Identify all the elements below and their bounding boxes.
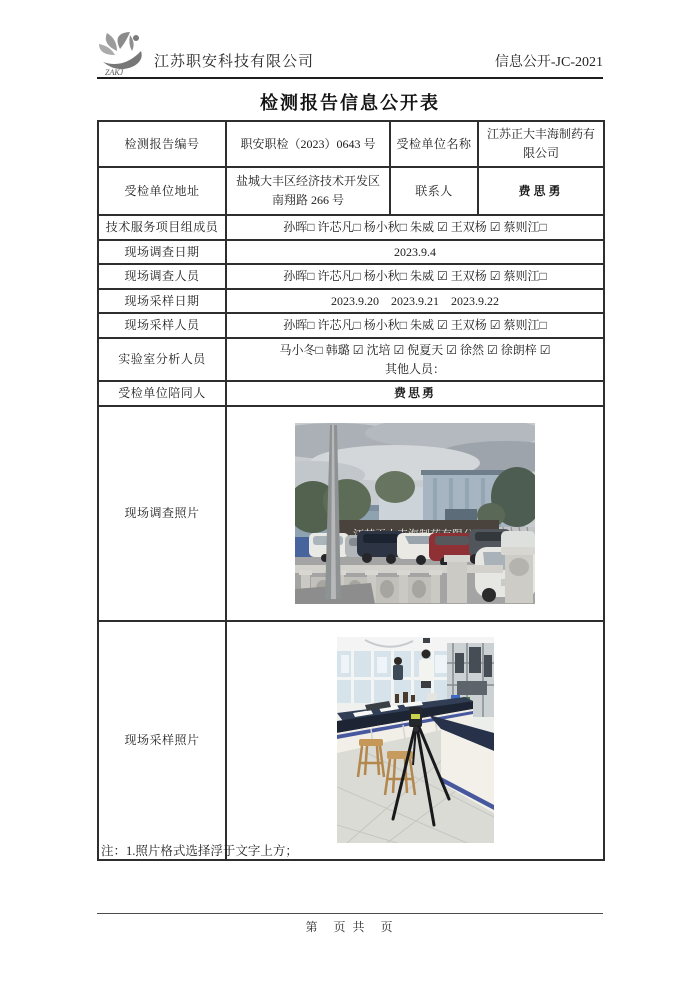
table-row: [98, 289, 604, 314]
company-name: 江苏职安科技有限公司: [154, 54, 315, 70]
sampling-date-value: 2023.9.20 2023.9.21 2023.9.22: [226, 289, 604, 314]
logo-text: ZAKJ: [105, 68, 124, 77]
sampling-photo-label: 现场采样照片: [98, 621, 226, 860]
survey-date-label: 现场调查日期: [98, 240, 226, 265]
header-rule: [97, 77, 603, 79]
table-row: [98, 406, 604, 621]
lab-staff-value: [226, 338, 604, 381]
team-label: 技术服务项目组成员: [98, 215, 226, 240]
sampling-staff-value: 孙晖□ 许芯凡□ 杨小秋□ 朱威 ☑ 王双杨 ☑ 蔡则江□: [226, 313, 604, 338]
accompany-label: 受检单位陪同人: [98, 381, 226, 406]
table-row: [98, 381, 604, 406]
table-row: [98, 621, 604, 860]
table-row: [98, 313, 604, 338]
sampling-staff-label: 现场采样人员: [98, 313, 226, 338]
survey-staff-label: 现场调查人员: [98, 264, 226, 289]
sampling-photo: [337, 637, 494, 843]
survey-staff-value: 孙晖□ 许芯凡□ 杨小秋□ 朱威 ☑ 王双杨 ☑ 蔡则江□: [226, 264, 604, 289]
table-row: [98, 338, 604, 381]
report-no-value: 职安职检（2023）0643 号: [226, 121, 390, 167]
info-table: [97, 120, 605, 861]
sampling-photo-cell: [226, 621, 604, 860]
unit-name-value: 江苏正大丰海制药有限公司: [478, 121, 604, 167]
table-row: [98, 264, 604, 289]
table-row: [98, 240, 604, 265]
footer-rule: [97, 913, 603, 914]
lab-staff-line2: 其他人员：: [384, 361, 445, 376]
page-title: 检测报告信息公开表: [260, 93, 440, 113]
accompany-value: 费思勇: [226, 381, 604, 406]
survey-photo-label: 现场调查照片: [98, 406, 226, 621]
unit-addr-label: 受检单位地址: [98, 167, 226, 215]
contact-value: 费思勇: [478, 167, 604, 215]
lab-staff-line1: 马小冬□ 韩璐 ☑ 沈培 ☑ 倪夏天 ☑ 徐然 ☑ 徐朗梓 ☑: [279, 342, 551, 357]
footer-page-text: 第 页 共 页: [305, 920, 395, 934]
survey-date-value: 2023.9.4: [226, 240, 604, 265]
lab-staff-label: 实验室分析人员: [98, 338, 226, 381]
contact-label: 联系人: [390, 167, 478, 215]
sampling-date-label: 现场采样日期: [98, 289, 226, 314]
company-logo-icon: [96, 29, 154, 77]
note-text: 注：1.照片格式选择浮于文字上方；: [101, 844, 298, 858]
team-members: 孙晖□ 许芯凡□ 杨小秋□ 朱威 ☑ 王双杨 ☑ 蔡则江□: [226, 215, 604, 240]
survey-photo-cell: [226, 406, 604, 621]
report-no-label: 检测报告编号: [98, 121, 226, 167]
table-row: [98, 121, 604, 167]
survey-photo: [295, 423, 535, 604]
unit-name-label: 受检单位名称: [390, 121, 478, 167]
table-row: [98, 167, 604, 215]
table-row: [98, 215, 604, 240]
doc-code: 信息公开-JC-2021: [494, 55, 603, 70]
unit-addr-value: 盐城大丰区经济技术开发区南翔路 266 号: [226, 167, 390, 215]
